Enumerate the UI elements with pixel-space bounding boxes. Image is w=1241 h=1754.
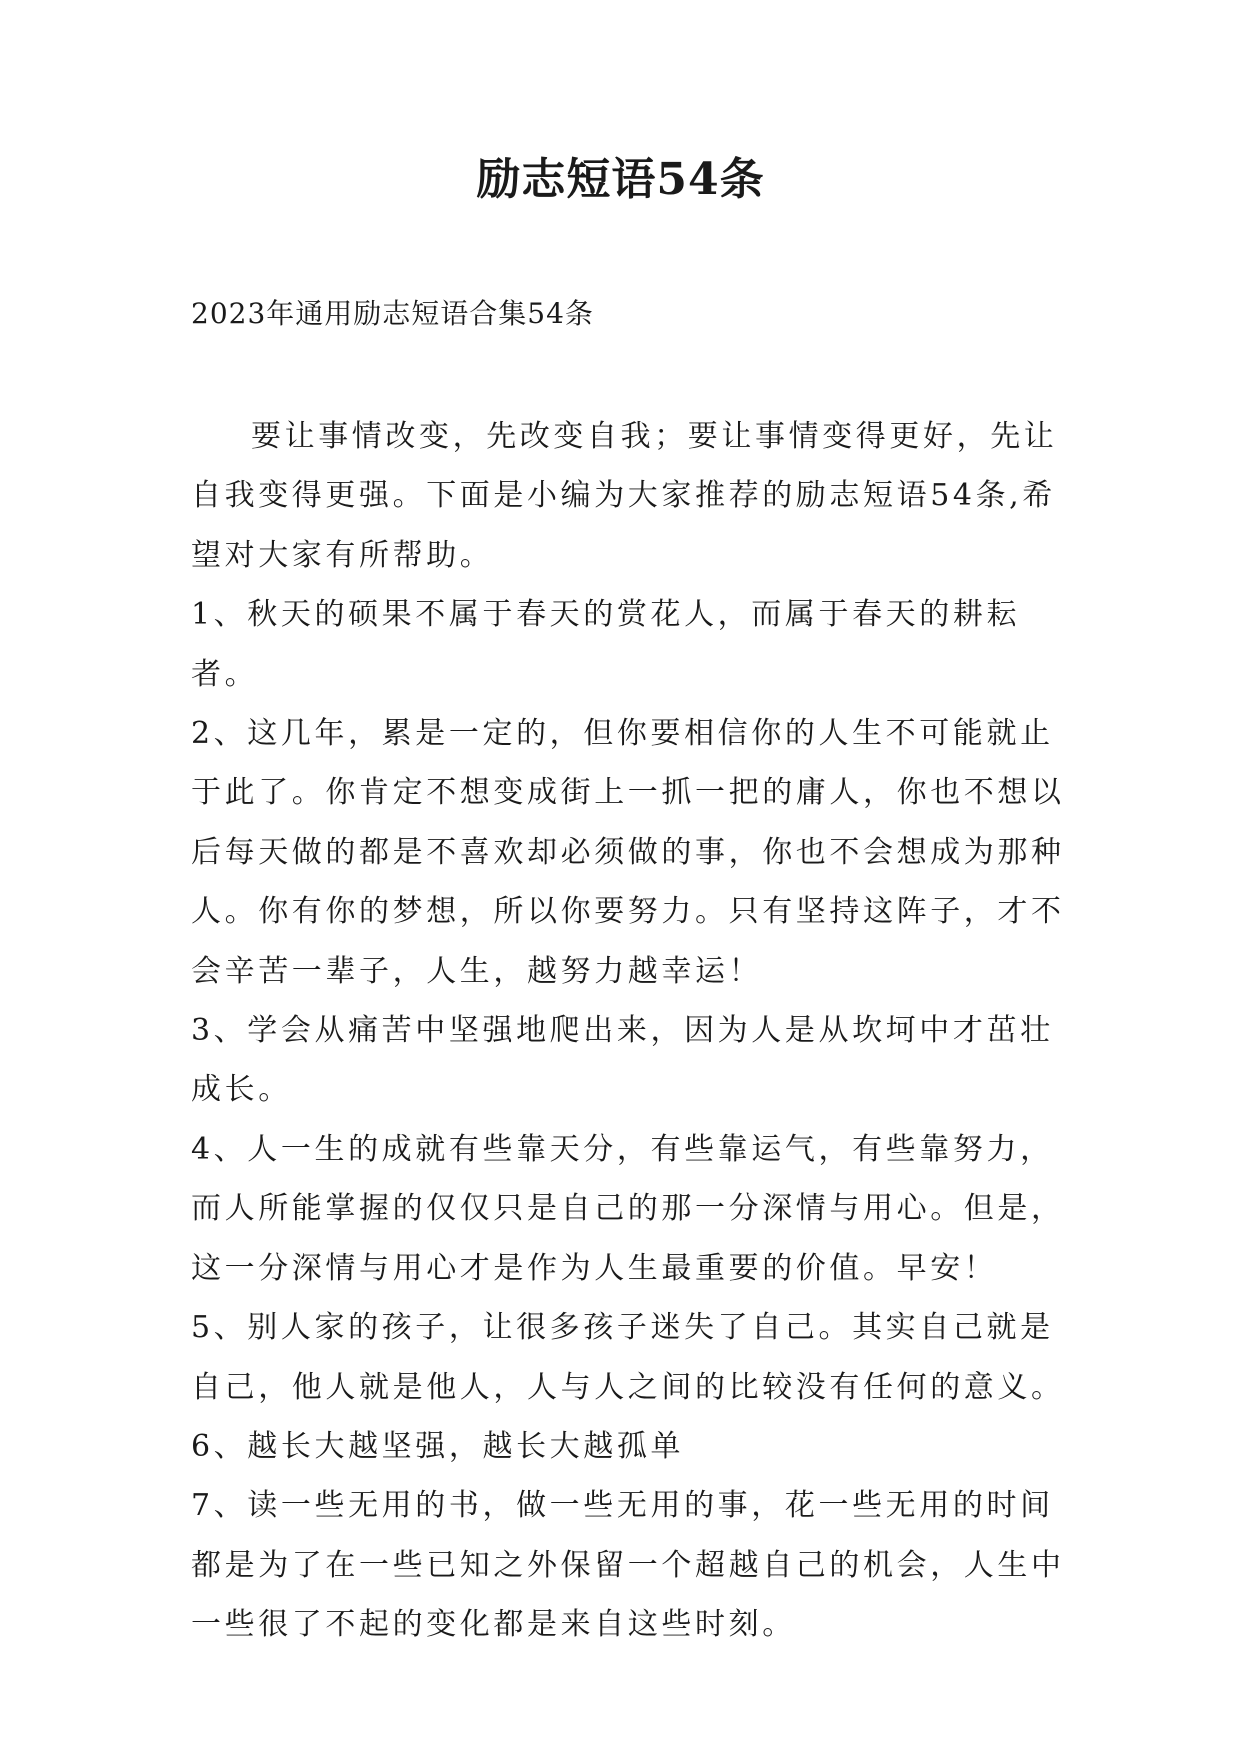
list-item: 3、学会从痛苦中坚强地爬出来，因为人是从坎坷中才茁壮成长。 [191,1013,1054,1108]
list-item: 2、这几年，累是一定的，但你要相信你的人生不可能就止于此了。你肯定不想变成街上一抓一把的庸人，你也不想以后每天做的都是不喜欢却必须做的事，你也不会想成为那种人。你有你的梦想，所以你要努力。只有坚持这阵子，才不会辛苦一辈子，人生，越努力越幸运！ [191,716,1065,989]
list-item: 4、人一生的成就有些靠天分，有些靠运气，有些靠努力，而人所能掌握的仅仅只是自己的那一分深情与用心。但是，这一分深情与用心才是作为人生最重要的价值。早安！ [191,1131,1065,1286]
list-item: 1、秋天的硕果不属于春天的赏花人，而属于春天的耕耘者。 [191,597,1021,692]
list-item: 7、读一些无用的书，做一些无用的事，花一些无用的时间都是为了在一些已知之外保留一个超越自己的机会，人生中一些很了不起的变化都是来自这些时刻。 [191,1488,1065,1643]
list-item: 5、别人家的孩子，让很多孩子迷失了自己。其实自己就是自己，他人就是他人，人与人之间的比较没有任何的意义。 [191,1310,1065,1405]
intro-paragraph: 要让事情改变，先改变自我；要让事情变得更好，先让自我变得更强。下面是小编为大家推荐的励志短语54条,希望对大家有所帮助。 [191,419,1058,573]
document-body [191,407,1066,1655]
document-subtitle: 2023年通用励志短语合集54条 [191,297,594,330]
list-item: 6、越长大越坚强，越长大越孤单 [191,1428,685,1464]
document-title: 励志短语54条 [476,154,765,205]
